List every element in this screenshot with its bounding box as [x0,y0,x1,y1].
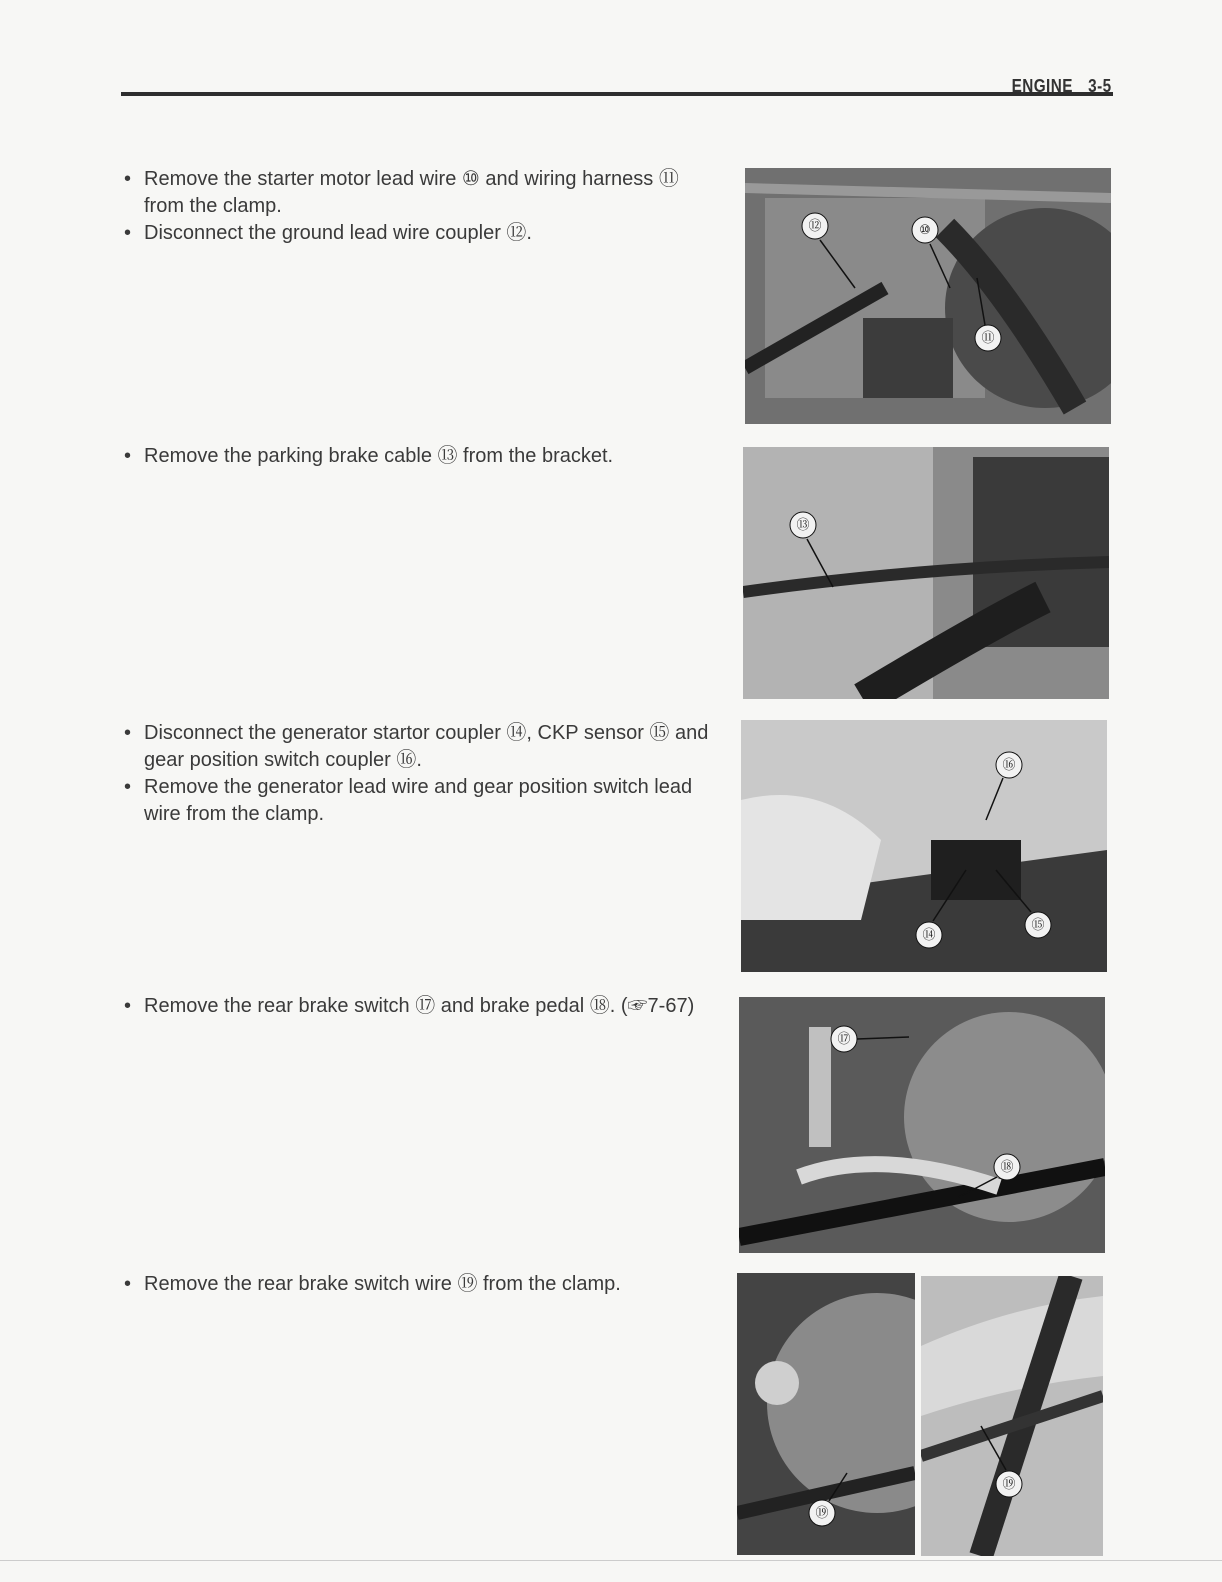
callout-17: ⑰ [837,1032,851,1047]
callout-14: ⑭ [922,928,936,943]
step-5-line-1: • Remove the rear brake switch wire ⑲ from the clamp. [120,1271,720,1298]
step-4 [120,993,720,1020]
step-1 [120,166,720,247]
photo-3-illustration [741,720,1107,972]
callout-13: ⑬ [796,518,810,533]
step-5 [120,1271,720,1298]
photo-5a [737,1273,915,1555]
step-2-line-1: • Remove the parking brake cable ⑬ from the bracket. [120,443,720,470]
photo-4-illustration [739,997,1105,1253]
step-1-line-1: • Remove the starter motor lead wire ⑩ and wiring harness ⑪ from the clamp. [120,166,720,220]
callout-19-right: ⑲ [1002,1477,1016,1492]
step-4-line-1: • Remove the rear brake switch ⑰ and brake pedal ⑱. (☞7-67) [120,993,720,1020]
callout-19-left: ⑲ [815,1506,829,1521]
step-1-line-2: • Disconnect the ground lead wire coupler ⑫. [120,220,720,247]
photo-5a-illustration [737,1273,915,1555]
photo-4 [739,997,1105,1253]
step-3-line-1: • Disconnect the generator startor coupler ⑭, CKP sensor ⑮ and gear position switch coupler ⑯. [120,720,720,774]
photo-5b [921,1276,1103,1556]
step-3-line-2: • Remove the generator lead wire and gear position switch lead wire from the clamp. [120,774,720,828]
callout-18: ⑱ [1000,1160,1014,1175]
photo-5b-illustration [921,1276,1103,1556]
step-2 [120,443,720,470]
photo-2-illustration [743,447,1109,699]
page-bottom-edge [0,1560,1222,1561]
callout-10: ⑩ [919,223,931,238]
callout-12: ⑫ [808,219,822,234]
page-number: 3-5 [1088,76,1112,96]
page-header [1012,76,1112,97]
step-3 [120,720,720,828]
callout-15: ⑮ [1031,918,1045,933]
callout-16: ⑯ [1002,758,1016,773]
header-rule [121,92,1113,96]
photo-2 [743,447,1109,699]
section-title: ENGINE [1012,76,1074,96]
photo-1-illustration [745,168,1111,424]
callout-11: ⑪ [981,331,995,346]
photo-3 [741,720,1107,972]
photo-1 [745,168,1111,424]
